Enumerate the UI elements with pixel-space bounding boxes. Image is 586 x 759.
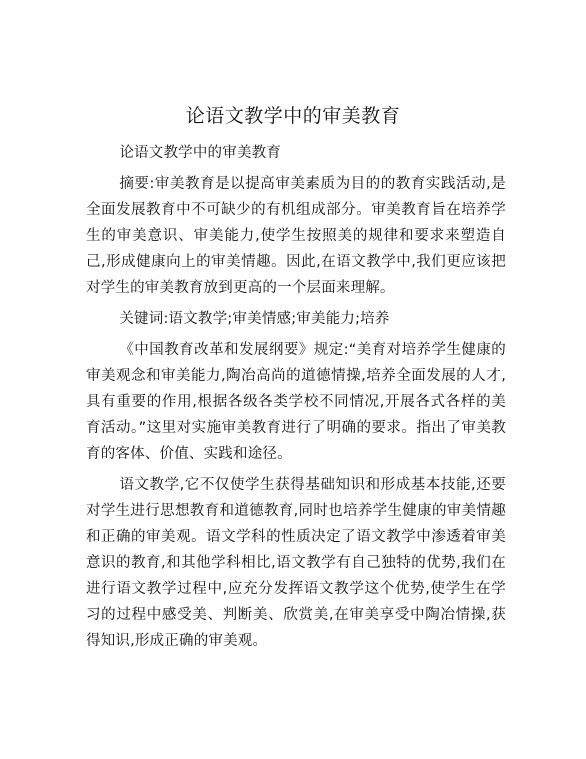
document-title: 论语文教学中的审美教育 <box>185 105 401 127</box>
document-subtitle: 论语文教学中的审美教育 <box>119 145 282 161</box>
body-paragraph-1: 《中国教育改革和发展纲要》规定:“美育对培养学生健康的审美观念和审美能力,陶冶高尚的道德情操,培养全面发展的人才,具有重要的作用,根据各级各类学校不同情况,开展各式各样的美育活动。”这里对实施审美教育进行了明确的要求。指出了审美教育的客体、价值、实践和途径。 <box>86 342 506 462</box>
body-paragraph-2: 语文教学,它不仅使学生获得基础知识和形成基本技能,还要对学生进行思想教育和道德教育,同时也培养学生健康的审美情趣和正确的审美观。语文学科的性质决定了语文教学中渗透着审美意识的教育,和其他学科相比,语文教学有自己独特的优势,我们在进行语文教学过程中,应充分发挥语文教学这个优势,使学生在学习的过程中感受美、判断美、欣赏美,在审美享受中陶冶情操,获得知识,形成正确的审美观。 <box>86 477 506 649</box>
document-body <box>86 140 506 654</box>
abstract-paragraph: 摘要:审美教育是以提高审美素质为目的的教育实践活动,是全面发展教育中不可缺少的有机组成部分。审美教育旨在培养学生的审美意识、审美能力,使学生按照美的规律和要求来塑造自己,形成健康向上的审美情趣。因此,在语文教学中,我们更应该把对学生的审美教育放到更高的一个层面来理解。 <box>86 176 506 296</box>
keywords-paragraph: 关键词:语文教学;审美情感;审美能力;培养 <box>119 311 390 327</box>
